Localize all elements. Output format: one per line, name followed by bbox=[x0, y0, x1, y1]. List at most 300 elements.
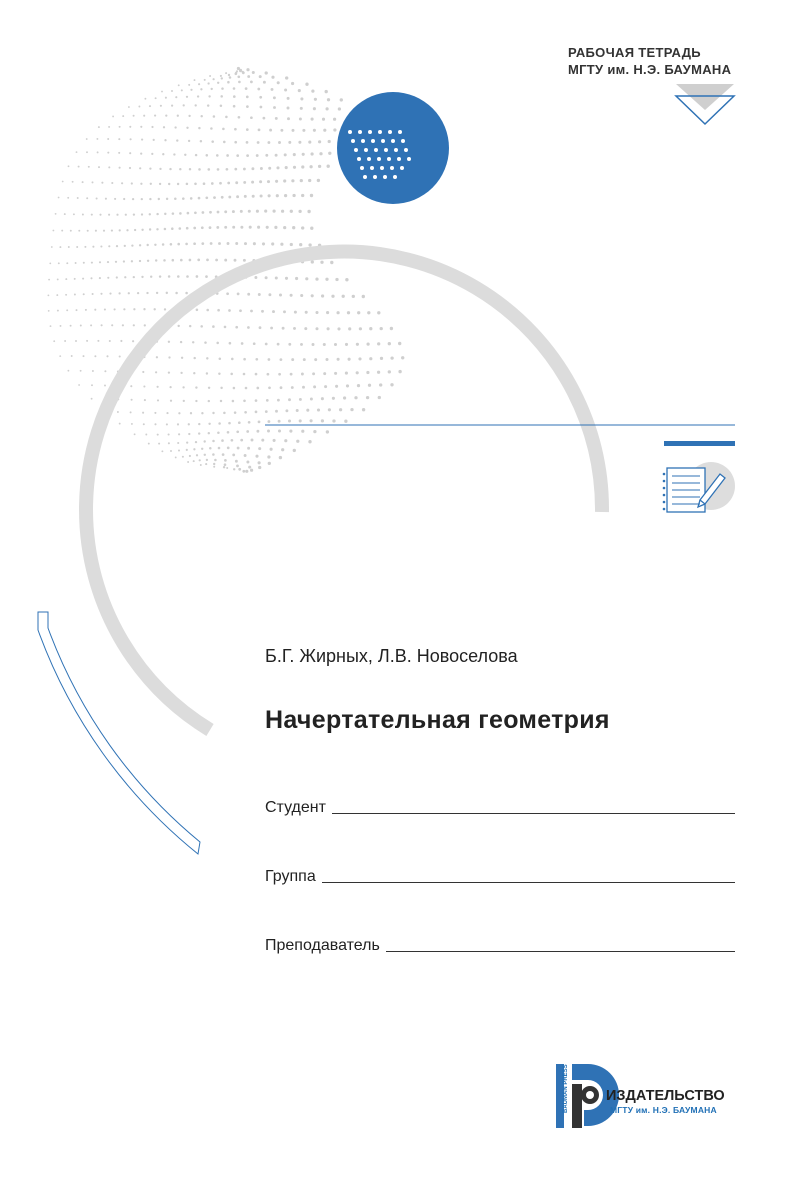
sphere-dot bbox=[233, 87, 236, 90]
sphere-dot bbox=[265, 276, 268, 279]
sphere-dot bbox=[107, 261, 109, 263]
sphere-dot bbox=[182, 386, 184, 388]
sphere-dot bbox=[112, 115, 114, 117]
sphere-dot bbox=[194, 79, 196, 81]
sphere-dot bbox=[169, 386, 171, 388]
sphere-dot bbox=[198, 432, 200, 434]
sphere-dot bbox=[294, 311, 297, 314]
sphere-dot bbox=[311, 118, 314, 121]
sphere-dot bbox=[216, 226, 219, 229]
sphere-dot bbox=[149, 167, 151, 169]
sphere-dot bbox=[139, 167, 141, 169]
sphere-dot bbox=[275, 117, 278, 120]
sphere-dot bbox=[235, 181, 238, 184]
sphere-dot bbox=[159, 168, 161, 170]
sphere-dot bbox=[208, 432, 210, 434]
sphere-dot bbox=[123, 260, 125, 262]
sphere-dot bbox=[147, 260, 149, 262]
sphere-dot bbox=[285, 76, 288, 79]
sphere-dot bbox=[299, 118, 302, 121]
sphere-dot bbox=[284, 153, 287, 156]
sphere-dot bbox=[122, 324, 124, 326]
sphere-dot bbox=[321, 397, 324, 400]
sphere-dot bbox=[217, 309, 220, 312]
sphere-dot bbox=[103, 230, 105, 232]
sphere-dot bbox=[196, 309, 199, 312]
blue-circle-dot bbox=[377, 157, 381, 161]
sphere-dot bbox=[259, 96, 262, 99]
sphere-dot bbox=[212, 412, 214, 414]
sphere-dot bbox=[208, 95, 210, 97]
sphere-dot bbox=[100, 293, 102, 295]
sphere-dot bbox=[326, 358, 329, 361]
sphere-dot bbox=[275, 180, 278, 183]
sphere-dot bbox=[170, 400, 172, 402]
sphere-dot bbox=[186, 275, 189, 278]
sphere-dot bbox=[250, 310, 253, 313]
sphere-dot bbox=[149, 228, 151, 230]
sphere-dot bbox=[91, 262, 93, 264]
sphere-dot bbox=[168, 433, 170, 435]
sphere-dot bbox=[166, 198, 168, 200]
sphere-dot bbox=[238, 421, 241, 424]
sphere-dot bbox=[99, 277, 101, 279]
sphere-dot bbox=[220, 400, 222, 402]
sphere-dot bbox=[161, 91, 163, 93]
sphere-dot bbox=[369, 327, 372, 330]
sphere-dot bbox=[346, 384, 349, 387]
sphere-dot bbox=[356, 371, 359, 374]
sphere-dot bbox=[170, 450, 172, 452]
sphere-dot bbox=[121, 182, 123, 184]
blue-circle-dot bbox=[357, 157, 361, 161]
sphere-dot bbox=[129, 167, 131, 169]
sphere-dot bbox=[279, 456, 282, 459]
sphere-dot bbox=[380, 357, 383, 360]
sphere-dot bbox=[129, 152, 131, 154]
sphere-dot bbox=[258, 293, 261, 296]
sphere-dot bbox=[290, 243, 293, 246]
blue-circle-dot bbox=[373, 175, 377, 179]
sphere-dot bbox=[390, 383, 393, 386]
sphere-dot bbox=[199, 459, 201, 461]
sphere-dot bbox=[262, 242, 265, 245]
sphere-dot bbox=[166, 412, 168, 414]
sphere-dot bbox=[310, 419, 313, 422]
sphere-dot bbox=[204, 341, 207, 344]
student-field[interactable] bbox=[265, 793, 735, 817]
sphere-dot bbox=[377, 311, 380, 314]
sphere-dot bbox=[140, 183, 142, 185]
series-title bbox=[568, 44, 748, 78]
sphere-dot bbox=[154, 423, 156, 425]
blue-circle-dot bbox=[371, 139, 375, 143]
sphere-dot bbox=[146, 292, 148, 294]
sphere-dot bbox=[164, 139, 166, 141]
sphere-dot bbox=[181, 357, 183, 359]
sphere-dot bbox=[259, 180, 262, 183]
sphere-dot bbox=[66, 309, 68, 311]
sphere-dot bbox=[258, 129, 261, 132]
sphere-dot bbox=[76, 309, 78, 311]
sphere-dot bbox=[119, 355, 121, 357]
sphere-dot bbox=[141, 198, 143, 200]
sphere-dot bbox=[275, 154, 278, 157]
sphere-dot bbox=[178, 412, 180, 414]
sphere-dot bbox=[142, 371, 144, 373]
sphere-dot bbox=[75, 340, 77, 342]
sphere-dot bbox=[131, 260, 133, 262]
sphere-dot bbox=[218, 242, 221, 245]
sphere-dot bbox=[198, 168, 201, 171]
sphere-dot bbox=[186, 441, 188, 443]
sphere-dot bbox=[198, 83, 200, 85]
sphere-dot bbox=[220, 95, 223, 98]
sphere-dot bbox=[157, 386, 159, 388]
sphere-dot bbox=[243, 400, 246, 403]
sphere-dot bbox=[177, 243, 180, 246]
sphere-dot bbox=[266, 226, 269, 229]
blue-circle-dot bbox=[367, 157, 371, 161]
sphere-dot bbox=[51, 246, 53, 248]
sphere-dot bbox=[209, 75, 211, 77]
sphere-dot bbox=[137, 292, 139, 294]
sphere-dot bbox=[358, 357, 361, 360]
sphere-dot bbox=[73, 213, 75, 215]
sphere-dot bbox=[212, 440, 215, 443]
sphere-dot bbox=[340, 98, 343, 101]
sphere-dot bbox=[229, 76, 232, 79]
sphere-dot bbox=[228, 74, 230, 76]
sphere-dot bbox=[77, 197, 79, 199]
sphere-dot bbox=[155, 97, 157, 99]
sphere-dot bbox=[236, 430, 239, 433]
sphere-dot bbox=[133, 213, 135, 215]
sphere-dot bbox=[337, 327, 340, 330]
sphere-dot bbox=[318, 140, 321, 143]
blue-circle-dot bbox=[400, 166, 404, 170]
sphere-dot bbox=[280, 358, 283, 361]
sphere-dot bbox=[390, 327, 393, 330]
sphere-dot bbox=[285, 409, 288, 412]
sphere-dot bbox=[287, 117, 290, 120]
sphere-dot bbox=[216, 154, 219, 157]
sphere-dot bbox=[267, 455, 270, 458]
sphere-dot bbox=[325, 278, 328, 281]
sphere-dot bbox=[189, 168, 191, 170]
sphere-dot bbox=[133, 324, 135, 326]
sphere-dot bbox=[283, 179, 286, 182]
sphere-dot bbox=[164, 228, 167, 231]
sphere-dot bbox=[91, 398, 93, 400]
sphere-dot bbox=[186, 96, 188, 98]
sphere-dot bbox=[272, 310, 275, 313]
sphere-dot bbox=[58, 197, 60, 199]
sphere-dot bbox=[196, 275, 199, 278]
sphere-dot bbox=[380, 327, 383, 330]
sphere-dot bbox=[208, 168, 211, 171]
sphere-dot bbox=[317, 408, 320, 411]
sphere-dot bbox=[313, 107, 316, 110]
sphere-dot bbox=[298, 141, 301, 144]
sphere-dot bbox=[82, 181, 84, 183]
sphere-dot bbox=[231, 439, 234, 442]
sphere-dot bbox=[247, 326, 250, 329]
sphere-dot bbox=[267, 420, 270, 423]
sphere-dot bbox=[219, 182, 222, 185]
blue-circle-dot bbox=[364, 148, 368, 152]
sphere-dot bbox=[182, 456, 184, 458]
sphere-dot bbox=[250, 81, 253, 84]
sphere-dot bbox=[337, 358, 340, 361]
sphere-dot bbox=[319, 152, 322, 155]
sphere-dot bbox=[108, 214, 110, 216]
sphere-dot bbox=[207, 104, 209, 106]
sphere-dot bbox=[245, 87, 248, 90]
sphere-dot bbox=[290, 210, 293, 213]
sphere-dot bbox=[131, 244, 133, 246]
sphere-dot bbox=[379, 383, 382, 386]
sphere-dot bbox=[234, 168, 237, 171]
sphere-dot bbox=[388, 342, 391, 345]
triangle-down-icon bbox=[676, 84, 734, 124]
blue-circle bbox=[337, 92, 449, 204]
sphere-dot bbox=[141, 276, 143, 278]
sphere-dot bbox=[278, 141, 281, 144]
sphere-dot bbox=[164, 308, 166, 310]
teacher-field[interactable] bbox=[265, 931, 735, 955]
sphere-dot bbox=[62, 181, 64, 183]
sphere-dot bbox=[246, 430, 249, 433]
sphere-dot bbox=[318, 165, 321, 168]
sphere-dot bbox=[333, 128, 336, 131]
publisher-vertical-text: BAUMAN PRESS bbox=[563, 1064, 569, 1113]
sphere-dot bbox=[66, 262, 68, 264]
sphere-dot bbox=[255, 358, 258, 361]
sphere-dot bbox=[224, 459, 227, 462]
sphere-dot bbox=[241, 342, 244, 345]
teacher-label: Преподаватель bbox=[265, 937, 380, 954]
sphere-dot bbox=[268, 167, 271, 170]
blue-circle-dot bbox=[351, 139, 355, 143]
sphere-dot bbox=[292, 129, 295, 132]
sphere-dot bbox=[398, 370, 401, 373]
sphere-dot bbox=[170, 243, 173, 246]
sphere-dot bbox=[243, 373, 246, 376]
group-line[interactable] bbox=[322, 882, 735, 883]
sphere-dot bbox=[118, 138, 120, 140]
sphere-dot bbox=[190, 197, 193, 200]
sphere-dot bbox=[369, 357, 372, 360]
sphere-dot bbox=[301, 430, 304, 433]
sphere-dot bbox=[266, 399, 269, 402]
sphere-dot bbox=[208, 400, 210, 402]
sphere-dot bbox=[265, 71, 268, 74]
sphere-dot bbox=[97, 340, 99, 342]
sphere-dot bbox=[178, 84, 180, 86]
sphere-dot bbox=[250, 469, 253, 472]
sphere-dot bbox=[120, 340, 122, 342]
sphere-dot bbox=[234, 259, 237, 262]
sphere-dot bbox=[227, 182, 230, 185]
blue-circle-dot bbox=[388, 130, 392, 134]
student-line[interactable] bbox=[332, 813, 735, 814]
sphere-dot bbox=[106, 355, 108, 357]
sphere-dot bbox=[140, 126, 142, 128]
sphere-dot bbox=[86, 340, 88, 342]
sphere-dot bbox=[308, 141, 311, 144]
sphere-dot bbox=[92, 370, 94, 372]
sphere-dot bbox=[270, 448, 273, 451]
sphere-dot bbox=[178, 433, 180, 435]
sphere-dot bbox=[78, 230, 80, 232]
sphere-dot bbox=[168, 371, 170, 373]
sphere-dot bbox=[326, 311, 329, 314]
sphere-dot bbox=[237, 293, 240, 296]
sphere-dot bbox=[67, 370, 69, 372]
sphere-dot bbox=[300, 179, 303, 182]
sphere-dot bbox=[264, 210, 267, 213]
sphere-dot bbox=[303, 358, 306, 361]
sphere-dot bbox=[246, 141, 249, 144]
sphere-dot bbox=[128, 292, 130, 294]
sphere-dot bbox=[224, 210, 227, 213]
sphere-dot bbox=[291, 179, 294, 182]
teacher-line[interactable] bbox=[386, 951, 735, 952]
sphere-dot bbox=[226, 168, 229, 171]
sphere-dot bbox=[92, 293, 94, 295]
sphere-dot bbox=[321, 419, 324, 422]
sphere-dot bbox=[187, 212, 190, 215]
sphere-dot bbox=[301, 226, 304, 229]
blue-circle-dot bbox=[361, 139, 365, 143]
sphere-dot bbox=[208, 423, 210, 425]
sphere-dot bbox=[232, 210, 235, 213]
sphere-dot bbox=[224, 326, 227, 329]
blue-bar bbox=[664, 441, 735, 446]
sphere-dot bbox=[229, 342, 232, 345]
sphere-dot bbox=[366, 371, 369, 374]
sphere-dot bbox=[187, 461, 189, 463]
sphere-dot bbox=[227, 81, 230, 84]
sphere-dot bbox=[180, 372, 182, 374]
sphere-dot bbox=[92, 181, 94, 183]
sphere-dot bbox=[185, 243, 188, 246]
sphere-dot bbox=[277, 343, 280, 346]
sphere-dot bbox=[335, 278, 338, 281]
sphere-dot bbox=[251, 439, 254, 442]
sphere-dot bbox=[68, 246, 70, 248]
sphere-dot bbox=[263, 81, 266, 84]
sphere-dot bbox=[261, 310, 264, 313]
sphere-dot bbox=[108, 126, 110, 128]
sphere-dot bbox=[177, 442, 179, 444]
sphere-dot bbox=[267, 430, 270, 433]
sphere-dot bbox=[274, 226, 277, 229]
sphere-dot bbox=[208, 387, 210, 389]
sphere-dot bbox=[71, 355, 73, 357]
sphere-dot bbox=[76, 246, 78, 248]
sphere-dot bbox=[293, 153, 296, 156]
sphere-dot bbox=[269, 129, 272, 132]
sphere-dot bbox=[95, 230, 97, 232]
sphere-dot bbox=[345, 372, 348, 375]
sphere-dot bbox=[348, 358, 351, 361]
sphere-dot bbox=[190, 412, 192, 414]
sphere-dot bbox=[193, 448, 195, 450]
sphere-dot bbox=[366, 342, 369, 345]
sphere-dot bbox=[188, 433, 190, 435]
sphere-dot bbox=[193, 227, 196, 230]
sphere-dot bbox=[177, 183, 179, 185]
sphere-dot bbox=[114, 198, 116, 200]
blue-circle-dot bbox=[363, 175, 367, 179]
sphere-dot bbox=[75, 262, 77, 264]
sphere-dot bbox=[169, 168, 171, 170]
sphere-dot bbox=[217, 431, 220, 434]
sphere-dot bbox=[217, 82, 219, 84]
sphere-dot bbox=[256, 387, 259, 390]
sphere-dot bbox=[50, 325, 52, 327]
sphere-dot bbox=[159, 275, 161, 277]
sphere-dot bbox=[345, 343, 348, 346]
sphere-dot bbox=[158, 443, 160, 445]
sphere-dot bbox=[313, 129, 316, 132]
sphere-dot bbox=[107, 138, 109, 140]
sphere-dot bbox=[273, 439, 276, 442]
sphere-dot bbox=[209, 447, 212, 450]
sphere-dot bbox=[265, 154, 268, 157]
group-field[interactable] bbox=[265, 862, 735, 886]
sphere-dot bbox=[210, 127, 213, 130]
publisher-name: ИЗДАТЕЛЬСТВО bbox=[606, 1088, 725, 1104]
sphere-dot bbox=[288, 141, 291, 144]
sphere-dot bbox=[245, 470, 248, 473]
sphere-dot bbox=[326, 430, 329, 433]
sphere-dot bbox=[74, 278, 76, 280]
sphere-dot bbox=[268, 293, 271, 296]
sphere-dot bbox=[132, 198, 134, 200]
sphere-dot bbox=[201, 242, 204, 245]
sphere-dot bbox=[287, 97, 290, 100]
sphere-dot bbox=[53, 340, 55, 342]
sphere-dot bbox=[259, 326, 262, 329]
sphere-dot bbox=[198, 127, 200, 129]
sphere-dot bbox=[86, 151, 88, 153]
sphere-dot bbox=[337, 311, 340, 314]
sphere-dot bbox=[285, 277, 288, 280]
notebook-pencil-icon bbox=[663, 462, 735, 512]
sphere-dot bbox=[228, 422, 231, 425]
sphere-dot bbox=[176, 139, 178, 141]
sphere-dot bbox=[197, 259, 200, 262]
sphere-dot bbox=[143, 423, 145, 425]
sphere-dot bbox=[308, 440, 311, 443]
sphere-dot bbox=[65, 278, 67, 280]
sphere-dot bbox=[271, 242, 274, 245]
sphere-dot bbox=[64, 213, 66, 215]
sphere-dot bbox=[247, 447, 250, 450]
sphere-dot bbox=[156, 228, 158, 230]
sphere-dot bbox=[344, 420, 347, 423]
sphere-dot bbox=[150, 276, 152, 278]
sphere-dot bbox=[273, 106, 276, 109]
sphere-dot bbox=[291, 82, 294, 85]
sphere-dot bbox=[301, 194, 304, 197]
sphere-dot bbox=[310, 194, 313, 197]
blue-circle-dot bbox=[391, 139, 395, 143]
sphere-dot bbox=[327, 327, 330, 330]
